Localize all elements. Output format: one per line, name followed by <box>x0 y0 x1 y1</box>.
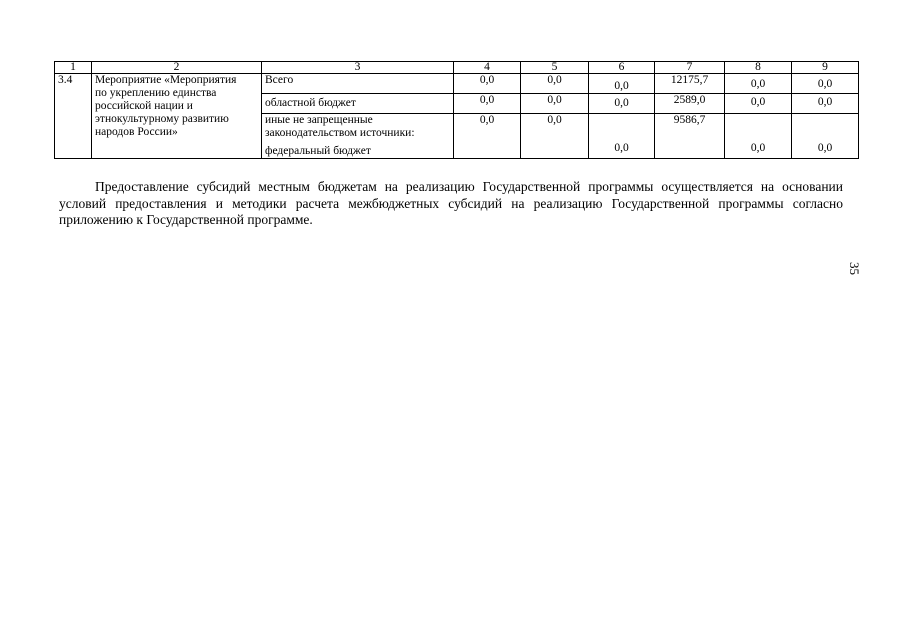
event-line: по укреплению единства <box>95 87 217 99</box>
header-cell: 1 <box>55 62 92 74</box>
value-cell: 0,0 <box>792 94 859 114</box>
value-cell: 0,0 <box>454 74 521 94</box>
table-row <box>55 74 859 94</box>
event-line: народов России» <box>95 126 178 138</box>
header-cell: 3 <box>262 62 454 74</box>
value-cell: 0,0 <box>792 114 859 159</box>
body-paragraph: Предоставление субсидий местным бюджетам на реализацию Государственной программы осуществляется на основании условий предоставления и методики расчета межбюджетных субсидий на реализацию Государственной программы согласно приложению к Государственной программе. <box>59 179 843 227</box>
source-line: федеральный бюджет <box>265 145 371 157</box>
header-cell: 4 <box>454 62 521 74</box>
value-cell: 0,0 <box>589 74 655 94</box>
budget-table <box>54 61 859 159</box>
value-cell: 0,0 <box>589 94 655 114</box>
source-line: законодательством источники: <box>265 127 415 139</box>
source-cell: Всего <box>262 74 454 94</box>
header-cell: 6 <box>589 62 655 74</box>
header-cell: 9 <box>792 62 859 74</box>
source-line: иные не запрещенные <box>265 114 373 126</box>
source-cell: областной бюджет <box>262 94 454 114</box>
value-cell: 0,0 <box>725 74 792 94</box>
table-header-row <box>55 62 859 74</box>
value-cell: 0,0 <box>725 94 792 114</box>
value-cell: 0,0 <box>521 74 589 94</box>
value-cell: 2589,0 <box>655 94 725 114</box>
value-cell: 12175,7 <box>655 74 725 94</box>
event-line: российской нации и <box>95 100 193 112</box>
event-line: этнокультурному развитию <box>95 113 229 125</box>
value-cell: 0,0 <box>589 114 655 159</box>
header-cell: 7 <box>655 62 725 74</box>
value-cell: 0,0 <box>521 114 589 159</box>
value-cell: 0,0 <box>725 114 792 159</box>
header-cell: 5 <box>521 62 589 74</box>
value-cell: 0,0 <box>792 74 859 94</box>
event-line: Мероприятие «Мероприятия <box>95 74 237 86</box>
header-cell: 8 <box>725 62 792 74</box>
value-cell: 0,0 <box>454 114 521 159</box>
value-cell: 0,0 <box>454 94 521 114</box>
page-number: 35 <box>847 262 862 275</box>
header-cell: 2 <box>92 62 262 74</box>
row-number-cell: 3.4 <box>55 74 92 159</box>
value-cell: 9586,7 <box>655 114 725 159</box>
value-cell: 0,0 <box>521 94 589 114</box>
event-name-cell <box>92 74 262 159</box>
source-cell <box>262 114 454 159</box>
